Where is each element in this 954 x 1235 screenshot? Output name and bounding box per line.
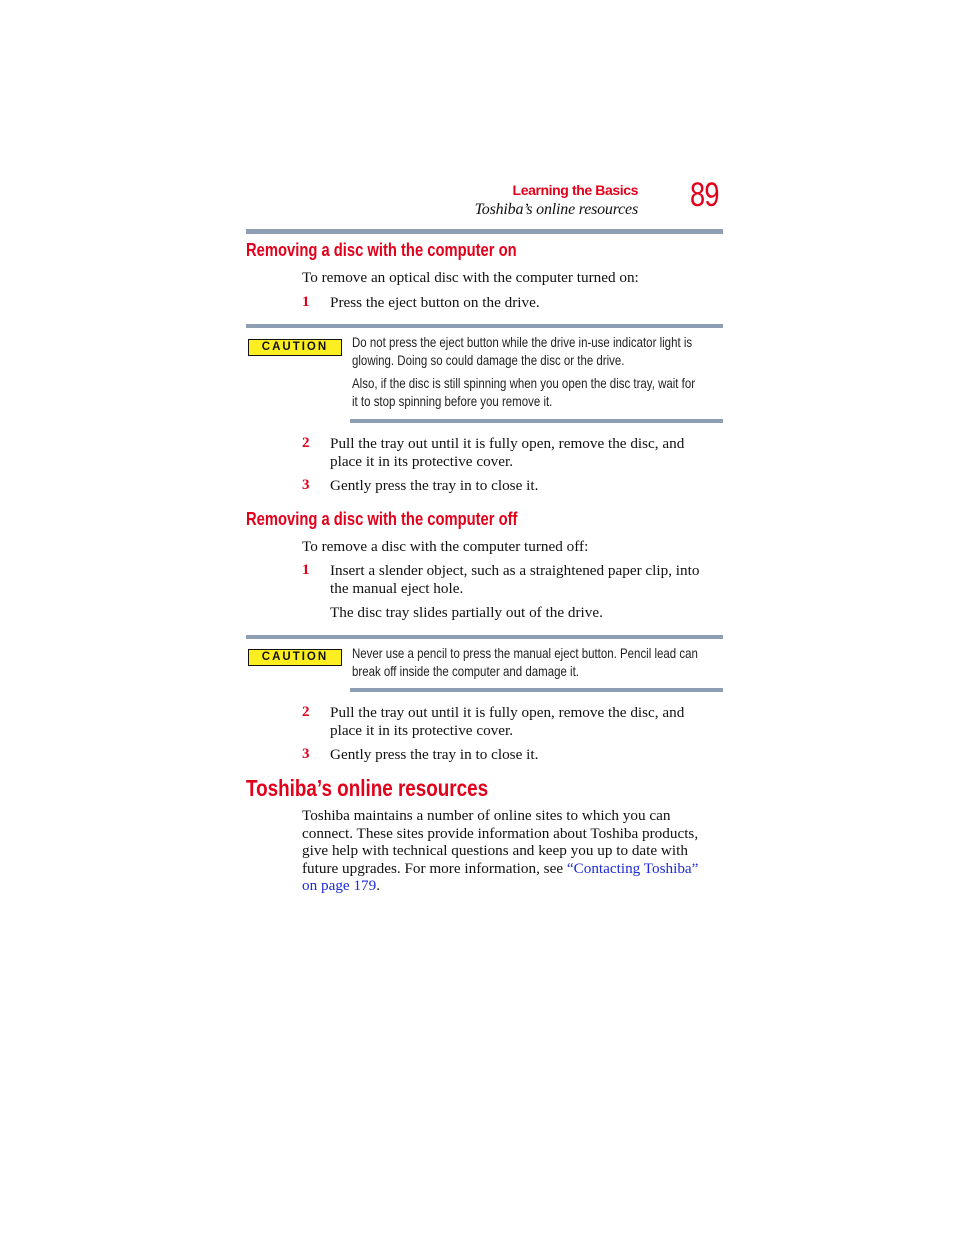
section-heading-online-resources: Toshiba’s online resources <box>246 775 489 801</box>
online-resources-paragraph <box>302 807 722 895</box>
step-text <box>330 435 684 470</box>
caution-bottom-rule <box>350 688 723 692</box>
caution-text <box>352 333 723 410</box>
caution-line: it to stop spinning before you remove it. <box>352 393 553 409</box>
step-text <box>330 704 684 739</box>
intro-computer-off: To remove a disc with the computer turned off: <box>302 538 589 555</box>
section-heading-computer-off: Removing a disc with the computer off <box>246 509 518 529</box>
caution-bottom-rule <box>350 419 723 423</box>
paragraph-line <box>302 860 722 878</box>
step-note: The disc tray slides partially out of the drive. <box>330 604 603 622</box>
caution-top-rule <box>246 324 723 328</box>
caution-top-rule <box>246 635 723 639</box>
step-number: 3 <box>302 477 310 493</box>
step-number: 1 <box>302 562 310 578</box>
step-number: 2 <box>302 704 310 720</box>
header-rule <box>246 229 723 234</box>
caution-text <box>352 644 723 680</box>
contacting-toshiba-page-link[interactable]: on page 179 <box>302 877 377 895</box>
caution-line: Never use a pencil to press the manual eject button. Pencil lead can <box>352 645 698 661</box>
step-number: 3 <box>302 746 310 762</box>
step-line: Pull the tray out until it is fully open, remove the disc, and <box>330 435 685 452</box>
step-line: Pull the tray out until it is fully open, remove the disc, and <box>330 704 685 721</box>
intro-computer-on: To remove an optical disc with the computer turned on: <box>302 269 639 286</box>
caution-line: break off inside the computer and damage it. <box>352 663 579 679</box>
caution-badge: CAUTION <box>248 339 342 356</box>
caution-badge: CAUTION <box>248 649 342 666</box>
page-number: 89 <box>690 176 719 214</box>
paragraph-line: Toshiba maintains a number of online sites to which you can <box>302 807 671 824</box>
caution-line: glowing. Doing so could damage the disc or the drive. <box>352 352 625 368</box>
step-number: 1 <box>302 294 310 310</box>
paragraph-line: give help with technical questions and keep you up to date with <box>302 842 688 860</box>
step-line: place it in its protective cover. <box>330 721 514 739</box>
step-line: place it in its protective cover. <box>330 452 514 470</box>
step-line: Insert a slender object, such as a straightened paper clip, into <box>330 562 700 579</box>
step-line: the manual eject hole. <box>330 579 464 597</box>
running-header-chapter: Learning the Basics <box>512 182 638 198</box>
paragraph-text: future upgrades. For more information, see <box>302 859 567 877</box>
caution-line: Also, if the disc is still spinning when you open the disc tray, wait for <box>352 375 696 391</box>
caution-line: Do not press the eject button while the drive in-use indicator light is <box>352 334 693 350</box>
step-number: 2 <box>302 435 310 451</box>
step-text <box>330 562 699 622</box>
step-text: Gently press the tray in to close it. <box>330 477 539 494</box>
running-header-section: Toshiba’s online resources <box>474 201 638 218</box>
step-text: Gently press the tray in to close it. <box>330 746 539 763</box>
step-text: Press the eject button on the drive. <box>330 294 540 311</box>
paragraph-text: . <box>376 877 381 895</box>
paragraph-line <box>302 877 722 895</box>
paragraph-line: connect. These sites provide information about Toshiba products, <box>302 824 699 842</box>
section-heading-computer-on: Removing a disc with the computer on <box>246 240 517 260</box>
contacting-toshiba-link[interactable]: “Contacting Toshiba” <box>566 859 699 877</box>
